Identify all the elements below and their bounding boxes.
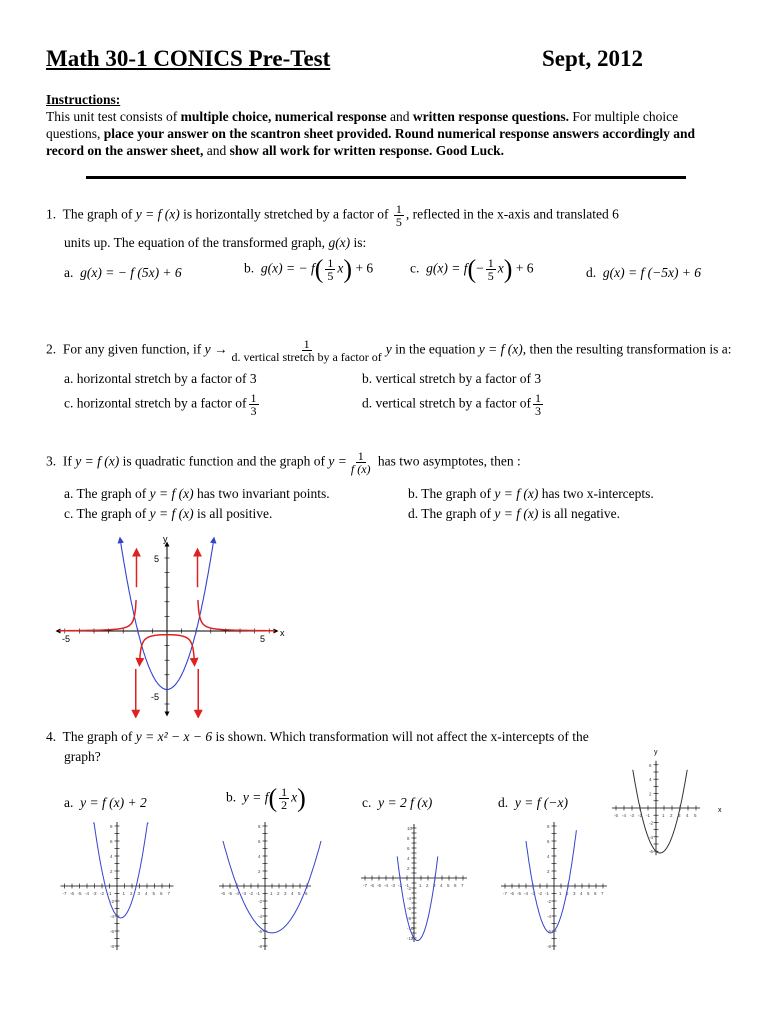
x-tick-label: -2	[249, 891, 254, 896]
curve	[93, 823, 149, 918]
q3-option-b: b. The graph of y = f (x) has two x-intercepts.	[408, 486, 654, 501]
x-tick-label: 4	[580, 891, 583, 896]
x-tick-label: 2	[130, 891, 133, 896]
y-tick-label: -4	[649, 834, 654, 840]
x-tick-label: 1	[559, 891, 562, 896]
y-tick-label: 2	[547, 869, 550, 874]
q3-y-label: y	[163, 534, 168, 544]
y-tick-label: -8	[547, 944, 552, 949]
x-tick-label: 4	[291, 891, 294, 896]
y-tick-label: -12	[407, 936, 414, 941]
y-tick-label: -6	[258, 929, 263, 934]
x-tick-label: 2	[426, 883, 429, 888]
x-tick-label: -7	[503, 891, 508, 896]
y-tick-label: 6	[547, 839, 550, 844]
y-tick-label: 10	[407, 826, 413, 831]
q3-option-d: d. The graph of y = f (x) is all negative.	[408, 506, 621, 521]
y-tick-label: 2	[258, 869, 261, 874]
y-tick-label: -8	[258, 944, 263, 949]
y-tick-label: 8	[547, 824, 550, 829]
y-tick-label: 4	[547, 854, 550, 859]
x-tick-label: -6	[370, 883, 375, 888]
x-tick-label: -4	[524, 891, 529, 896]
y-tick-label: -4	[407, 896, 412, 901]
y-tick-label: -2	[547, 899, 552, 904]
q2-option-a: a. horizontal stretch by a factor of 3	[64, 371, 257, 386]
divider	[86, 176, 686, 179]
x-tick-label: -1	[256, 891, 261, 896]
y-tick-label: -10	[407, 926, 414, 931]
y-tick-label: -8	[110, 944, 115, 949]
q1-option-a: a. g(x) = − f (5x) + 6	[64, 265, 182, 280]
q1-option-d: d. g(x) = f (−5x) + 6	[586, 265, 702, 280]
q4-option-b-graph	[208, 816, 338, 966]
y-tick-label: -4	[110, 914, 115, 919]
q3-stem: 3. If y = f (x) is quadratic function and the graph of y = $\frac{1}{f (x)}$ has two asymptotes, then :	[46, 449, 521, 476]
x-tick-label: 3	[678, 813, 681, 818]
y-tick-label: 2	[110, 869, 113, 874]
q3-x-tick-5: 5	[260, 634, 266, 644]
q4-option-a-graph	[50, 816, 180, 966]
q4-option-c: c. y = 2 f (x)	[362, 795, 433, 810]
y-tick-label: 4	[110, 854, 113, 859]
x-tick-label: 6	[160, 891, 163, 896]
x-tick-label: -5	[377, 883, 382, 888]
y-tick-label: 6	[649, 762, 652, 768]
y-tick-label: 4	[258, 854, 261, 859]
page-title: Math 30-1 CONICS Pre-Test	[46, 46, 331, 71]
x-tick-label: -5	[77, 891, 82, 896]
q3-y-tick-5: 5	[154, 554, 160, 564]
instructions-text: This unit test consists of multiple choice, numerical response and written response questions. For multiple choice questions, place your answer on the scantron sheet provided. Round numerical response answers accordingly and record on the answer sheet, and show all work for written response. Good Luck.	[46, 109, 696, 158]
y-tick-label: -8	[407, 916, 412, 921]
test-date: Sept, 2012	[542, 46, 643, 71]
x-tick-label: 7	[601, 891, 604, 896]
x-tick-label: -1	[646, 813, 651, 818]
q4-given-y-label: y	[654, 749, 658, 756]
x-tick-label: 6	[454, 883, 457, 888]
x-tick-label: -2	[638, 813, 643, 818]
x-tick-label: -5	[228, 891, 233, 896]
q2-option-d: d. vertical stretch by a factor of $\frac{1}{3}$	[362, 391, 542, 418]
y-tick-label: -4	[258, 914, 263, 919]
x-tick-label: 1	[419, 883, 422, 888]
y-tick-label: -2	[407, 886, 412, 891]
x-tick-label: -3	[630, 813, 635, 818]
q4-stem-2: graph?	[64, 749, 101, 764]
q3-x-tick-neg5: -5	[62, 634, 71, 644]
y-tick-label: -6	[649, 849, 654, 855]
q1-stem: 1. The graph of y = f (x) is horizontally stretched by a factor of $\frac{1}{5}$ , reflected in the x-axis and translated 6	[46, 202, 619, 229]
y-tick-label: -2	[649, 820, 654, 826]
x-tick-label: -3	[531, 891, 536, 896]
x-tick-label: 7	[461, 883, 464, 888]
y-tick-label: 6	[110, 839, 113, 844]
q4-stem: 4. The graph of y = x² − x − 6 is shown. Which transformation will not affect the x-intercepts of the	[46, 729, 589, 744]
x-tick-label: 4	[440, 883, 443, 888]
x-tick-label: -5	[517, 891, 522, 896]
q3-option-a: a. The graph of y = f (x) has two invariant points.	[64, 486, 330, 501]
curve	[633, 770, 687, 853]
curve	[526, 830, 576, 933]
x-tick-label: -4	[85, 891, 90, 896]
y-tick-label: -6	[407, 906, 412, 911]
x-tick-label: -6	[70, 891, 75, 896]
x-tick-label: -7	[363, 883, 368, 888]
q2-stem: 2. For any given function, if y → $\frac{1}{\text{d. vertical stretch by a factor of}}$ y in the equation y = f (x), then the resulting transformation is a:	[46, 337, 732, 364]
x-tick-label: 7	[167, 891, 171, 896]
q1-option-b: b. g(x) = − f( $\frac{1}{5}$ x) + 6	[244, 254, 374, 284]
q2-option-c: c. horizontal stretch by a factor of $\frac{1}{3}$	[64, 391, 257, 418]
x-tick-label: 3	[433, 883, 436, 888]
x-tick-label: 4	[686, 813, 689, 818]
instructions-heading: Instructions:	[46, 92, 121, 107]
x-tick-label: 3	[284, 891, 287, 896]
x-tick-label: 5	[298, 891, 301, 896]
x-tick-label: 5	[694, 813, 697, 818]
x-tick-label: 5	[587, 891, 590, 896]
y-tick-label: -2	[110, 899, 115, 904]
x-tick-label: -2	[538, 891, 543, 896]
q4-option-a: a. y = f (x) + 2	[64, 795, 147, 810]
y-tick-label: 2	[649, 791, 652, 797]
x-tick-label: 6	[594, 891, 597, 896]
y-tick-label: 8	[258, 824, 261, 829]
x-tick-label: 1	[662, 813, 665, 818]
x-tick-label: -1	[545, 891, 550, 896]
y-tick-label: -6	[110, 929, 115, 934]
curve	[397, 856, 438, 940]
q1-option-c: c. g(x) = f(− $\frac{1}{5}$ x) + 6	[410, 254, 534, 284]
y-tick-label: 6	[258, 839, 261, 844]
q4-option-c-graph	[350, 816, 480, 966]
x-tick-label: 6	[305, 891, 308, 896]
x-tick-label: 2	[566, 891, 569, 896]
y-tick-label: 4	[407, 856, 410, 861]
y-tick-label: 4	[649, 777, 652, 783]
x-tick-label: 4	[145, 891, 148, 896]
q4-option-b: b. y = f( $\frac{1}{2}$ x)	[226, 783, 306, 813]
x-tick-label: 5	[447, 883, 450, 888]
x-tick-label: -1	[107, 891, 112, 896]
q4-given-x-label: x	[718, 807, 722, 814]
x-tick-label: -7	[62, 891, 67, 896]
y-tick-label: -4	[547, 914, 552, 919]
x-tick-label: 1	[270, 891, 273, 896]
x-tick-label: 3	[573, 891, 576, 896]
x-tick-label: 1	[122, 891, 126, 896]
x-tick-label: 5	[152, 891, 156, 896]
x-tick-label: -3	[242, 891, 247, 896]
x-tick-label: -6	[510, 891, 515, 896]
x-tick-label: 3	[137, 891, 141, 896]
x-tick-label: -6	[221, 891, 226, 896]
q3-x-label: x	[280, 628, 285, 638]
x-tick-label: -2	[398, 883, 403, 888]
q4-option-d: d. y = f (−x)	[498, 795, 568, 810]
x-tick-label: -5	[614, 813, 619, 818]
q1-stem-2: units up. The equation of the transformed graph, g(x) is:	[64, 235, 367, 250]
y-tick-label: -6	[547, 929, 552, 934]
q3-reciprocal-left	[59, 600, 136, 631]
y-tick-label: 6	[407, 846, 410, 851]
x-tick-label: -4	[235, 891, 240, 896]
q3-y-tick-neg5: -5	[151, 692, 160, 702]
q3-option-c: c. The graph of y = f (x) is all positive.	[64, 506, 273, 521]
x-tick-label: -4	[622, 813, 627, 818]
y-tick-label: 2	[407, 866, 410, 871]
q2-option-b: b. vertical stretch by a factor of 3	[362, 371, 542, 386]
q3-graph	[50, 532, 300, 718]
x-tick-label: -4	[384, 883, 389, 888]
y-tick-label: 8	[407, 836, 410, 841]
x-tick-label: -1	[405, 883, 410, 888]
x-tick-label: -3	[92, 891, 97, 896]
y-tick-label: 8	[110, 824, 113, 829]
x-tick-label: 2	[670, 813, 673, 818]
x-tick-label: -2	[100, 891, 105, 896]
q3-reciprocal-right	[198, 600, 275, 631]
y-tick-label: -2	[258, 899, 263, 904]
x-tick-label: -3	[391, 883, 396, 888]
q4-option-d-graph	[490, 816, 620, 966]
x-tick-label: 2	[277, 891, 280, 896]
